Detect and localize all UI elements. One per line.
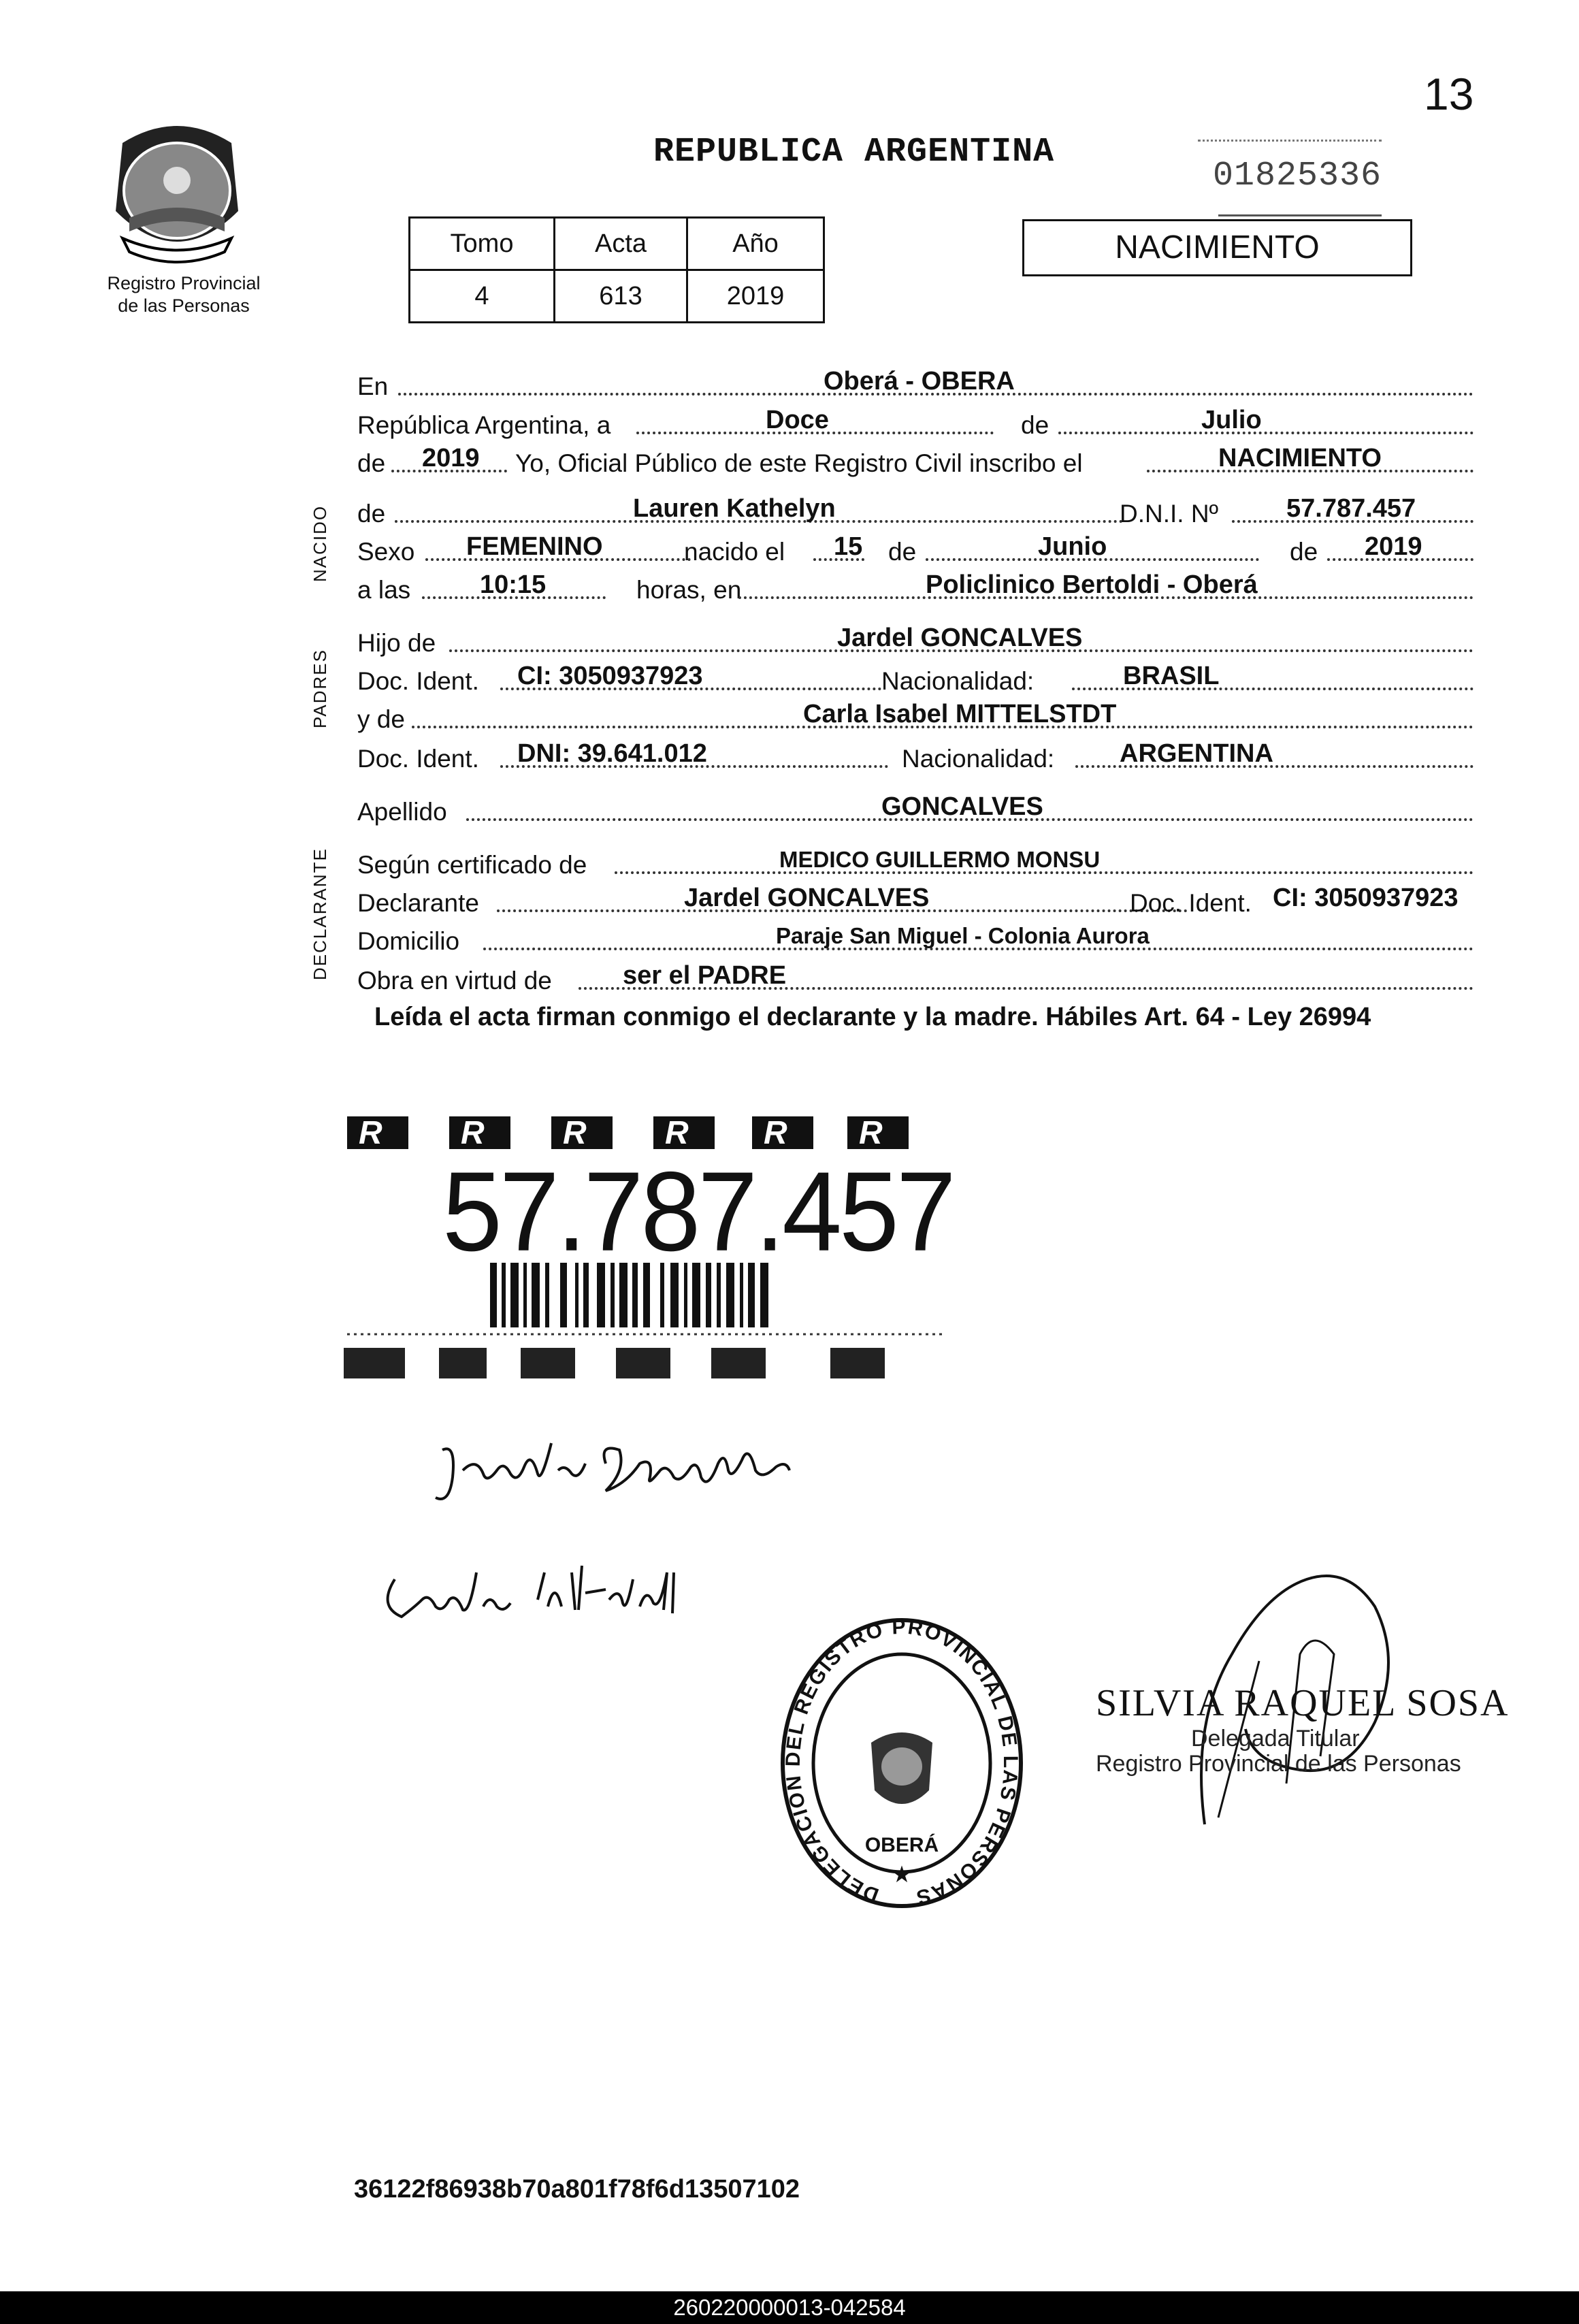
- official-name: SILVIA RAQUEL SOSA: [1096, 1682, 1510, 1724]
- label-declarant-doc: Doc. Ident.: [1130, 889, 1252, 917]
- act-type-box: NACIMIENTO: [1022, 219, 1412, 276]
- label-and: y de: [357, 705, 405, 733]
- value-month: Julio: [1201, 406, 1262, 434]
- value-declarant: Jardel GONCALVES: [684, 884, 930, 912]
- country-title: REPUBLICA ARGENTINA: [653, 133, 1055, 172]
- label-father-nationality: Nacionalidad:: [881, 667, 1035, 695]
- label-born: nacido el: [684, 538, 785, 566]
- value-ano: 2019: [687, 270, 824, 323]
- serial-underline: [1218, 214, 1382, 216]
- row-mother-doc: [357, 737, 1474, 775]
- label-by-virtue: Obra en virtud de: [357, 967, 552, 995]
- header-ano: Año: [687, 218, 824, 270]
- label-dni: D.N.I. Nº: [1120, 500, 1219, 528]
- value-acta: 613: [555, 270, 687, 323]
- value-birth-day: 15: [834, 532, 863, 561]
- row-date: [357, 403, 1474, 441]
- side-label-born: NACIDO: [310, 504, 330, 582]
- row-name: [357, 491, 1474, 530]
- row-declarant: [357, 881, 1474, 919]
- label-mother-nationality: Nacionalidad:: [902, 745, 1055, 773]
- row-father: [357, 621, 1474, 659]
- registry-table: [408, 216, 825, 323]
- side-label-declarant: DECLARANTE: [310, 848, 330, 980]
- dots: [1058, 432, 1474, 434]
- value-surname: GONCALVES: [881, 792, 1043, 821]
- label-name-de: de: [357, 500, 386, 528]
- value-child-name: Lauren Kathelyn: [633, 494, 836, 523]
- org-label-line1: Registro Provincial: [107, 273, 261, 293]
- label-son-of: Hijo de: [357, 629, 436, 657]
- value-certificate: MEDICO GUILLERMO MONSU: [779, 847, 1101, 872]
- row-sex: [357, 530, 1474, 568]
- serial-number: 01825336: [1213, 157, 1382, 195]
- org-label-line2: de las Personas: [118, 295, 250, 316]
- serial-dots: [1198, 140, 1382, 142]
- value-place: Oberá - OBERA: [824, 367, 1015, 396]
- label-certificate: Según certificado de: [357, 851, 587, 879]
- svg-text:R: R: [665, 1115, 689, 1151]
- value-birth-month: Junio: [1038, 532, 1107, 561]
- label-surname: Apellido: [357, 798, 447, 826]
- mother-signature: [374, 1545, 715, 1634]
- declarant-signature: [422, 1423, 803, 1525]
- label-sex: Sexo: [357, 538, 415, 566]
- value-tomo: 4: [410, 270, 555, 323]
- value-mother-nationality: ARGENTINA: [1120, 739, 1273, 768]
- value-declarant-doc: CI: 3050937923: [1273, 884, 1459, 912]
- row-by-virtue: [357, 958, 1474, 997]
- label-official: Yo, Oficial Público de este Registro Civil inscribo el: [515, 449, 1083, 477]
- row-year: [357, 441, 1474, 479]
- svg-text:R: R: [764, 1115, 787, 1151]
- row-mother: [357, 697, 1474, 735]
- header-acta: Acta: [555, 218, 687, 270]
- page-number: 13: [1424, 69, 1474, 119]
- barcode-number: 57.787.457: [442, 1148, 954, 1275]
- label-hours: horas, en: [636, 576, 742, 604]
- official-stamp: [776, 1613, 1028, 1926]
- provincial-seal-icon: [102, 116, 252, 265]
- value-birth-place: Policlinico Bertoldi - Oberá: [926, 570, 1258, 599]
- value-mother: Carla Isabel MITTELSTDT: [803, 700, 1117, 728]
- label-birth-de1: de: [888, 538, 917, 566]
- svg-text:R: R: [461, 1115, 485, 1151]
- value-sex: FEMENINO: [466, 532, 603, 561]
- label-en: En: [357, 372, 389, 400]
- row-address: [357, 919, 1474, 957]
- value-address: Paraje San Miguel - Colonia Aurora: [776, 923, 1150, 948]
- legal-text: Leída el acta firman conmigo el declarante y la madre. Hábiles Art. 64 - Ley 26994: [374, 1003, 1371, 1031]
- svg-text:R: R: [563, 1115, 587, 1151]
- side-label-parents: PADRES: [310, 649, 330, 728]
- label-time: a las: [357, 576, 411, 604]
- stamp-star-icon: ★: [891, 1862, 913, 1888]
- value-day: Doce: [766, 406, 829, 434]
- stamp-city: OBERÁ: [864, 1834, 939, 1856]
- label-republic: República Argentina, a: [357, 411, 611, 439]
- label-year-de: de: [357, 449, 386, 477]
- value-father: Jardel GONCALVES: [837, 624, 1083, 652]
- row-surname: [357, 790, 1474, 828]
- label-declarant: Declarante: [357, 889, 479, 917]
- value-birth-year: 2019: [1365, 532, 1422, 561]
- value-mother-doc: DNI: 39.641.012: [517, 739, 707, 768]
- value-inscription: NACIMIENTO: [1218, 444, 1382, 472]
- row-place: [357, 364, 1474, 402]
- row-certificate: [357, 843, 1474, 881]
- official-title: Delegada Titular: [1191, 1726, 1360, 1752]
- row-father-doc: [357, 659, 1474, 697]
- label-birth-de2: de: [1290, 538, 1318, 566]
- header-tomo: Tomo: [410, 218, 555, 270]
- value-father-doc: CI: 3050937923: [517, 662, 703, 690]
- label-mother-doc: Doc. Ident.: [357, 745, 479, 773]
- label-de: de: [1021, 411, 1049, 439]
- value-by-virtue: ser el PADRE: [623, 961, 787, 990]
- value-father-nationality: BRASIL: [1123, 662, 1220, 690]
- svg-text:R: R: [859, 1115, 883, 1151]
- official-org: Registro Provincial de las Personas: [1096, 1751, 1461, 1777]
- value-dni: 57.787.457: [1286, 494, 1416, 523]
- org-label: [82, 272, 286, 317]
- stamp-ring-text: DELEGACION DEL REGISTRO PROVINCIAL DE LAS PERSONAS: [781, 1615, 1022, 1909]
- value-time: 10:15: [480, 570, 547, 599]
- svg-text:R: R: [359, 1115, 382, 1151]
- label-father-doc: Doc. Ident.: [357, 667, 479, 695]
- row-time: [357, 568, 1474, 606]
- footer-id: 260220000013-042584: [673, 2295, 906, 2320]
- label-address: Domicilio: [357, 927, 460, 955]
- value-year: 2019: [422, 444, 480, 472]
- document-hash: 36122f86938b70a801f78f6d13507102: [354, 2175, 800, 2204]
